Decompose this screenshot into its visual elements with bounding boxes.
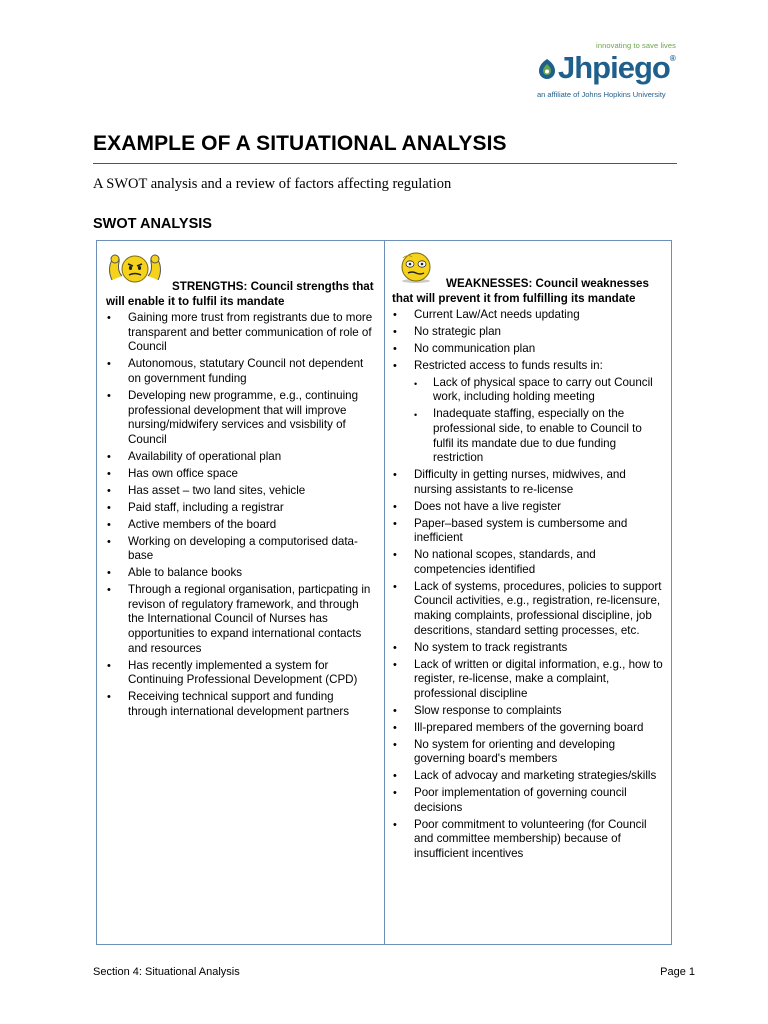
list-item: • Working on developing a computorised data-base bbox=[106, 535, 374, 564]
page-title: EXAMPLE OF A SITUATIONAL ANALYSIS bbox=[93, 132, 507, 155]
list-item: • No national scopes, standards, and competencies identified bbox=[392, 548, 664, 577]
strengths-list bbox=[106, 311, 374, 719]
strengths-heading: STRENGTHS: Council strengths that will enable it to fulfil its mandate bbox=[106, 280, 374, 308]
weaknesses-column bbox=[392, 250, 664, 864]
weaknesses-heading: WEAKNESSES: Council weaknesses that will prevent it from fulfilling its mandate bbox=[392, 277, 649, 305]
swot-column-divider bbox=[384, 240, 385, 945]
list-item: • Able to balance books bbox=[106, 566, 374, 581]
list-item: • Through a regional organisation, particpating in revison of regulatory framework, and through the International Council of Nurses has opportunities to expand international contacts and resources bbox=[106, 583, 374, 656]
sub-list-item: • Lack of physical space to carry out Council work, including holding meeting bbox=[414, 376, 664, 405]
list-item: • No strategic plan bbox=[392, 325, 664, 340]
jhpiego-logo-icon bbox=[537, 57, 557, 81]
dizzy-smiley-icon bbox=[394, 250, 438, 284]
list-item: • Poor implementation of governing council decisions bbox=[392, 786, 664, 815]
list-item: • No communication plan bbox=[392, 342, 664, 357]
list-item: • No system to track registrants bbox=[392, 641, 664, 656]
list-item: • Receiving technical support and funding through international development partners bbox=[106, 690, 374, 719]
list-item: • Paper–based system is cumbersome and inefficient bbox=[392, 517, 664, 546]
title-divider bbox=[93, 163, 677, 164]
list-item: • No system for orienting and developing governing board's members bbox=[392, 738, 664, 767]
sub-list bbox=[414, 376, 664, 466]
list-item: • Slow response to complaints bbox=[392, 704, 664, 719]
list-item: • Gaining more trust from registrants due to more transparent and better communication of role of Council bbox=[106, 311, 374, 355]
list-item: • Autonomous, statutary Council not dependent on government funding bbox=[106, 357, 374, 386]
strengths-column bbox=[106, 250, 374, 722]
section-heading: SWOT ANALYSIS bbox=[93, 216, 212, 232]
trademark-symbol: ® bbox=[669, 54, 675, 63]
sub-list-item: • Inadequate staffing, especially on the professional side, to enable to Council to fulfil its mandate due to due funding restriction bbox=[414, 407, 664, 465]
list-item: • Difficulty in getting nurses, midwives, and nursing assistants to re-license bbox=[392, 468, 664, 497]
weaknesses-list bbox=[392, 308, 664, 861]
list-item: • Lack of advocay and marketing strategies/skills bbox=[392, 769, 664, 784]
list-item: • Current Law/Act needs updating bbox=[392, 308, 664, 323]
list-item: • Ill-prepared members of the governing board bbox=[392, 721, 664, 736]
strong-smiley-icon bbox=[106, 250, 164, 284]
list-item-with-subitems bbox=[392, 359, 664, 466]
list-item: • Lack of written or digital information, e.g., how to register, re-license, make a complaint, professional discipline bbox=[392, 658, 664, 702]
list-item: • Has own office space bbox=[106, 467, 374, 482]
list-item: • Active members of the board bbox=[106, 518, 374, 533]
list-item: • Poor commitment to volunteering (for Council and committee membership) because of insufficient incentives bbox=[392, 818, 664, 862]
logo-affiliate-line: an affiliate of Johns Hopkins University bbox=[537, 90, 666, 99]
brand-name: Jhpiego bbox=[558, 50, 670, 85]
footer-section-label: Section 4: Situational Analysis bbox=[93, 966, 240, 978]
list-item-text: Restricted access to funds results in: bbox=[414, 359, 603, 373]
list-item: • Lack of systems, procedures, policies to support Council activities, e.g., registration, re-licensure, making complaints, professional discipline, job descritions, standard setting processes, etc. bbox=[392, 580, 664, 638]
list-item: • Developing new programme, e.g., continuing professional development that will improve nursing/midwifery services and vsisbility of Council bbox=[106, 389, 374, 447]
page-subtitle: A SWOT analysis and a review of factors affecting regulation bbox=[93, 176, 452, 192]
list-item: • Availability of operational plan bbox=[106, 450, 374, 465]
list-item: • Has recently implemented a system for Continuing Professional Development (CPD) bbox=[106, 659, 374, 688]
logo-wordmark bbox=[558, 50, 675, 86]
footer-page-number: Page 1 bbox=[660, 966, 695, 978]
list-item: • Has asset – two land sites, vehicle bbox=[106, 484, 374, 499]
list-item: • Paid staff, including a registrar bbox=[106, 501, 374, 516]
logo-tagline: innovating to save lives bbox=[596, 41, 676, 50]
list-item: • Does not have a live register bbox=[392, 500, 664, 515]
